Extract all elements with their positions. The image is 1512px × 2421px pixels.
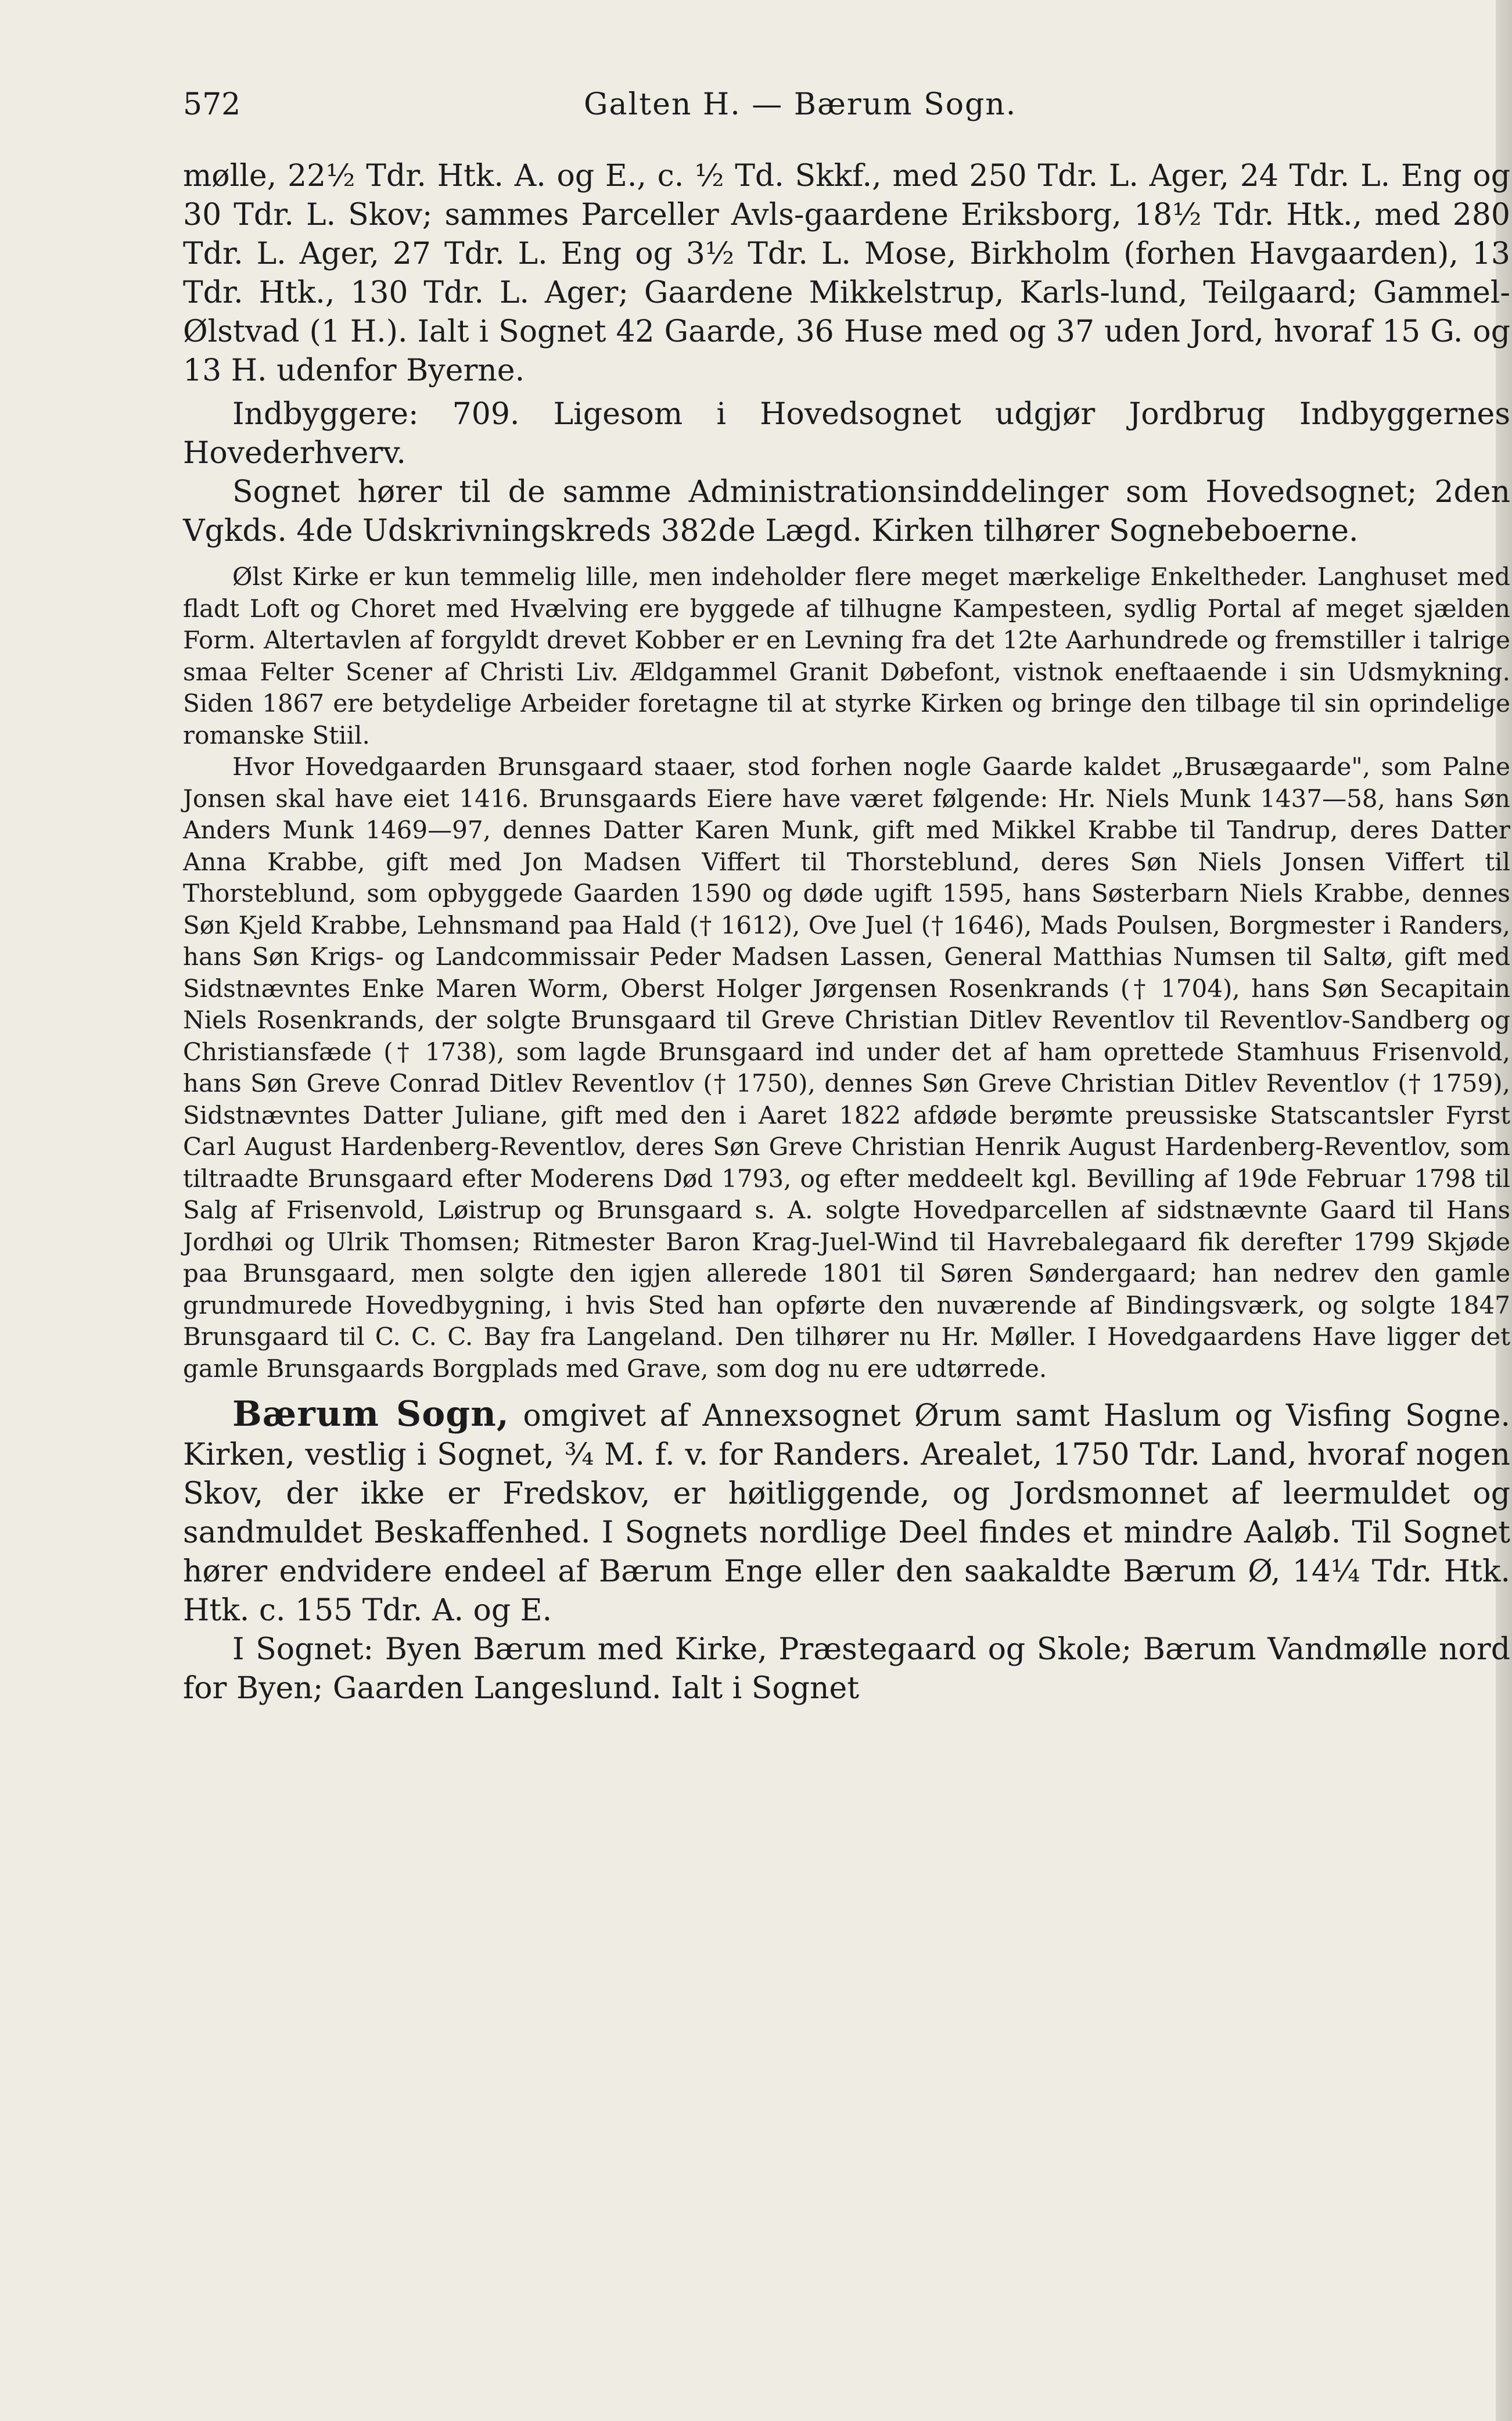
paragraph-brunsgaard-history: Hvor Hovedgaarden Brunsgaard staaer, stod forhen nogle Gaarde kaldet „Brusægaarde", som Palne Jonsen skal have eiet 1416. Brunsgaards Eiere have været følgende: Hr. Niels Munk 1437—58, hans Søn Anders Munk 1469—97, dennes Datter Karen Munk, gift med Mikkel Krabbe til Tandrup, deres Datter Anna Krabbe, gift med Jon Madsen Viffert til Thorsteblund, deres Søn Niels Jonsen Viffert til Thorsteblund, som opbyggede Gaarden 1590 og døde ugift 1595, hans Søsterbarn Niels Krabbe, dennes Søn Kjeld Krabbe, Lehnsmand paa Hald († 1612), Ove Juel († 1646), Mads Poulsen, Borgmester i Randers, hans Søn Krigs- og Landcommissair Peder Madsen Lassen, General Matthias Numsen til Saltø, gift med Sidstnævntes Enke Maren Worm, Oberst Holger Jørgensen Rosenkrands († 1704), hans Søn Secapitain Niels Rosenkrands, der solgte Brunsgaard til Greve Christian Ditlev Reventlov til Reventlov-Sandberg og Christiansfæde († 1738), som lagde Brunsgaard ind under det af ham oprettede Stamhuus Frisenvold, hans Søn Greve Conrad Ditlev Reventlov († 1750), dennes Søn Greve Christian Ditlev Reventlov († 1759), Sidstnævntes Datter Juliane, gift med den i Aaret 1822 afdøde berømte preussiske Statscantsler Fyrst Carl August Hardenberg-Reventlov, deres Søn Greve Christian Henrik August Hardenberg-Reventlov, som tiltraadte Brunsgaard efter Moderens Død 1793, og efter meddeelt kgl. Bevilling af 19de Februar 1798 til Salg af Frisenvold, Løistrup og Brunsgaard s. A. solgte Hovedparcellen af sidstnævnte Gaard til Hans Jordhøi og Ulrik Thomsen; Ritmester Baron Krag-Juel-Wind til Havrebalegaard fik derefter 1799 Skjøde paa Brunsgaard, men solgte den igjen allerede 1801 til Søren Søndergaard; han nedrev den gamle grundmurede Hovedbygning, i hvis Sted han opførte den nuværende af Bindingsværk, og solgte 1847 Brunsgaard til C. C. C. Bay fra Langeland. Den tilhører nu Hr. Møller. I Hovedgaardens Have ligger det gamle Brunsgaards Borgplads med Grave, som dog nu ere udtørrede. [183, 752, 1510, 1383]
paragraph-church: Ølst Kirke er kun temmelig lille, men indeholder flere meget mærkelige Enkeltheder. Langhuset med fladt Loft og Choret med Hvælving ere byggede af tilhugne Kampesteen, sydlig Portal af meget sjælden Form. Altertavlen af forgyldt drevet Kobber er en Levning fra det 12te Aarhundrede og fremstiller i talrige smaa Felter Scener af Christi Liv. Ældgammel Granit Døbefont, vistnok eneftaaende i sin Udsmykning. Siden 1867 ere betydelige Arbeider foretagne til at styrke Kirken og bringe den tilbage til sin oprindelige romanske Stiil. [183, 562, 1510, 749]
section-heading: Bærum Sogn, [232, 1394, 509, 1434]
running-header [183, 81, 1368, 128]
paragraph-in-sognet: I Sognet: Byen Bærum med Kirke, Præstegaard og Skole; Bærum Vandmølle nord for Byen; Gaarden Langeslund. Ialt i Sognet [183, 1632, 1510, 1706]
paragraph-administration: Sognet hører til de samme Administrationsinddelinger som Hovedsognet; 2den Vgkds. 4de Udskrivningskreds 382de Lægd. Kirken tilhører Sognebeboerne. [183, 475, 1510, 548]
page-number: 572 [183, 87, 241, 122]
paragraph-baerum-sogn [183, 1395, 1510, 1630]
paragraph-continued: mølle, 22½ Tdr. Htk. A. og E., c. ½ Td. Skkf., med 250 Tdr. L. Ager, 24 Tdr. L. Eng og 30 Tdr. L. Skov; sammes Parceller Avls-gaardene Eriksborg, 18½ Tdr. Htk., med 280 Tdr. L. Ager, 27 Tdr. L. Eng og 3½ Tdr. L. Mose, Birkholm (forhen Havgaarden), 13 Tdr. Htk., 130 Tdr. L. Ager; Gaardene Mikkelstrup, Karls-lund, Teilgaard; Gammel-Ølstvad (1 H.). Ialt i Sognet 42 Gaarde, 36 Huse med og 37 uden Jord, hvoraf 15 G. og 13 H. udenfor Byerne. [183, 159, 1510, 388]
running-title: Galten H. — Bærum Sogn. [584, 87, 1017, 122]
paragraph-population: Indbyggere: 709. Ligesom i Hovedsognet udgjør Jordbrug Indbyggernes Hovederhverv. [183, 397, 1510, 471]
page-body [183, 157, 1510, 1708]
section-text: omgivet af Annexsognet Ørum samt Haslum og Visfing Sogne. Kirken, vestlig i Sognet, ¾ M. f. v. for Randers. Arealet, 1750 Tdr. Land, hvoraf nogen Skov, der ikke er Fredskov, er høitliggende, og Jordsmonnet af leermuldet og sandmuldet Beskaffenhed. I Sognets nordlige Deel findes et mindre Aaløb. Til Sognet hører endvidere endeel af Bærum Enge eller den saakaldte Bærum Ø, 14¼ Tdr. Htk. Htk. c. 155 Tdr. A. og E. [183, 1398, 1510, 1628]
